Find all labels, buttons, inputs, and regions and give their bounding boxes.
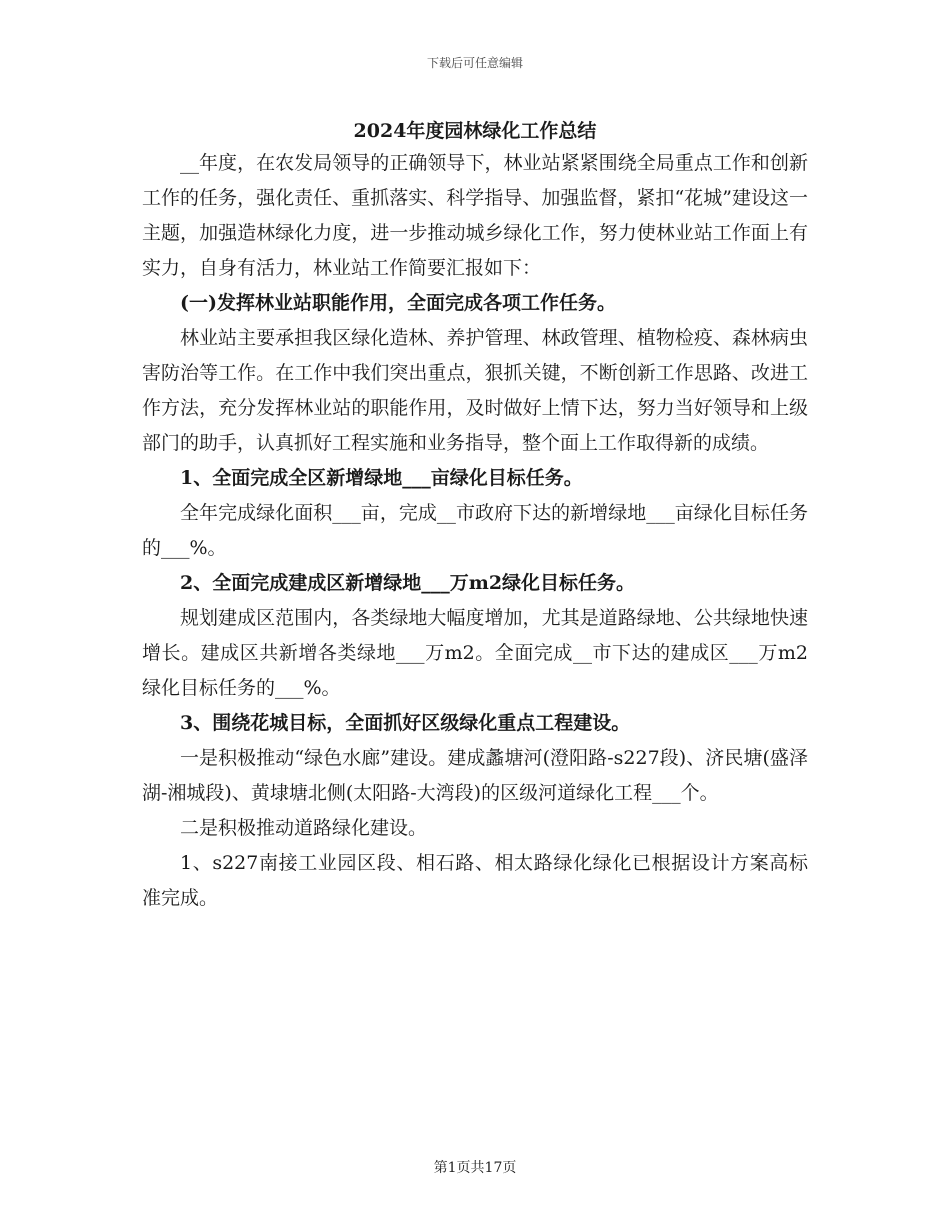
paragraph-section-1: 林业站主要承担我区绿化造林、养护管理、林政管理、植物检疫、森林病虫害防治等工作。在工作中我们突出重点，狠抓关键，不断创新工作思路、改进工作方法，充分发挥林业站的职能作用，及时做好上情下达，努力当好领导和上级部门的助手，认真抓好工程实施和业务指导，整个面上工作取得新的成绩。 — [142, 327, 808, 454]
document-title: 2024年度园林绿化工作总结 — [353, 120, 597, 142]
paragraph-item-1: 全年完成绿化面积___亩，完成__市政府下达的新增绿地___亩绿化目标任务的___%。 — [142, 502, 808, 559]
paragraph-water-corridor: 一是积极推动“绿色水廊”建设。建成蠡塘河(澄阳路-s227段)、济民塘(盛泽湖-湘城段)、黄埭塘北侧(太阳路-大湾段)的区级河道绿化工程___个。 — [142, 747, 808, 804]
paragraph-s227: 1、s227南接工业园区段、相石路、相太路绿化绿化已根据设计方案高标准完成。 — [142, 852, 808, 909]
paragraph-road-greening: 二是积极推动道路绿化建设。 — [180, 817, 428, 839]
page-number: 第1页共17页 — [433, 1160, 517, 1176]
heading-section-1: (一)发挥林业站职能作用，全面完成各项工作任务。 — [180, 292, 616, 314]
heading-item-2: 2、全面完成建成区新增绿地___万m2绿化目标任务。 — [180, 572, 636, 594]
paragraph-item-2: 规划建成区范围内，各类绿地大幅度增加，尤其是道路绿地、公共绿地快速增长。建成区共新增各类绿地___万m2。全面完成__市下达的建成区___万m2绿化目标任务的___%。 — [142, 607, 808, 699]
paragraph-intro: __年度，在农发局领导的正确领导下，林业站紧紧围绕全局重点工作和创新工作的任务，强化责任、重抓落实、科学指导、加强监督，紧扣“花城”建设这一主题，加强造林绿化力度，进一步推动城乡绿化工作，努力使林业站工作面上有实力，自身有活力，林业站工作简要汇报如下： — [142, 152, 808, 279]
heading-item-3: 3、围绕花城目标，全面抓好区级绿化重点工程建设。 — [180, 712, 631, 734]
document-body — [142, 146, 808, 916]
page-header-note: 下载后可任意编辑 — [426, 56, 523, 70]
heading-item-1: 1、全面完成全区新增绿地___亩绿化目标任务。 — [180, 467, 583, 489]
